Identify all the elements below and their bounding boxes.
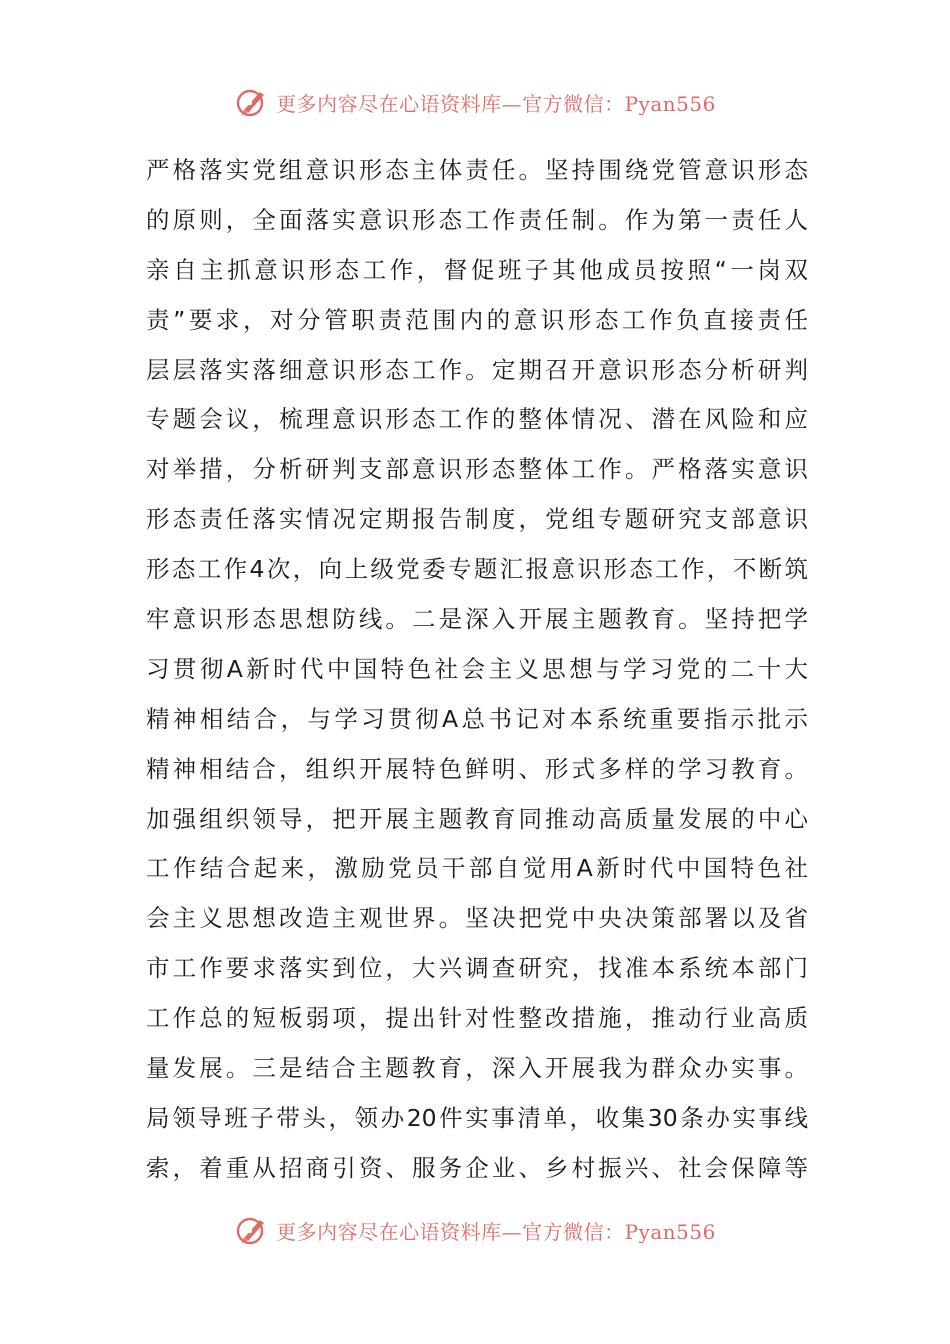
body-text-line: 对举措，分析研判支部意识形态整体工作。严格落实意识 (146, 455, 808, 484)
body-text-line: 工作结合起来，激励党员干部自觉用A新时代中国特色社 (146, 854, 808, 883)
body-text-line: 层层落实落细意识形态工作。定期召开意识形态分析研判 (146, 355, 808, 384)
footer-watermark-text: 更多内容尽在心语资料库—官方微信：Pyan556 (276, 1219, 716, 1244)
body-text-line: 工作总的短板弱项，提出针对性整改措施，推动行业高质 (146, 1004, 808, 1033)
body-text-line: 精神相结合，组织开展特色鲜明、形式多样的学习教育。 (146, 754, 808, 783)
document-body (146, 146, 808, 1194)
body-text-line: 严格落实党组意识形态主体责任。坚持围绕党管意识形态 (146, 156, 808, 184)
body-text-line: 亲自主抓意识形态工作，督促班子其他成员按照“一岗双 (146, 255, 808, 284)
body-text-line: 牢意识形态思想防线。二是深入开展主题教育。坚持把学 (146, 605, 808, 634)
body-text-line: 形态责任落实情况定期报告制度，党组专题研究支部意识 (146, 505, 808, 534)
body-text-line: 形态工作4次，向上级党委专题汇报意识形态工作，不断筑 (146, 555, 808, 584)
body-text-line: 责”要求，对分管职责范围内的意识形态工作负直接责任 (146, 305, 808, 334)
pen-nib-circle-icon (234, 84, 270, 120)
body-text-line: 加强组织领导，把开展主题教育同推动高质量发展的中心 (146, 804, 808, 833)
body-text-line: 习贯彻A新时代中国特色社会主义思想与学习党的二十大 (146, 654, 808, 683)
body-text-line: 市工作要求落实到位，大兴调查研究，找准本系统本部门 (146, 954, 808, 983)
body-text-line: 专题会议，梳理意识形态工作的整体情况、潜在风险和应 (146, 405, 808, 434)
body-text-line: 索，着重从招商引资、服务企业、乡村振兴、社会保障等 (146, 1153, 808, 1182)
body-text-line: 精神相结合，与学习贯彻A总书记对本系统重要指示批示 (146, 704, 808, 733)
body-text-line: 的原则，全面落实意识形态工作责任制。作为第一责任人 (146, 205, 808, 234)
header-watermark-banner (0, 82, 950, 122)
body-text-line: 局领导班子带头，领办20件实事清单，收集30条办实事线 (146, 1103, 808, 1132)
footer-watermark-banner (0, 1210, 950, 1250)
body-text-line: 量发展。三是结合主题教育，深入开展我为群众办实事。 (146, 1054, 808, 1083)
body-text-line: 会主义思想改造主观世界。坚决把党中央决策部署以及省 (146, 904, 808, 933)
pen-nib-circle-icon (234, 1212, 270, 1248)
header-watermark-text: 更多内容尽在心语资料库—官方微信：Pyan556 (276, 91, 716, 116)
